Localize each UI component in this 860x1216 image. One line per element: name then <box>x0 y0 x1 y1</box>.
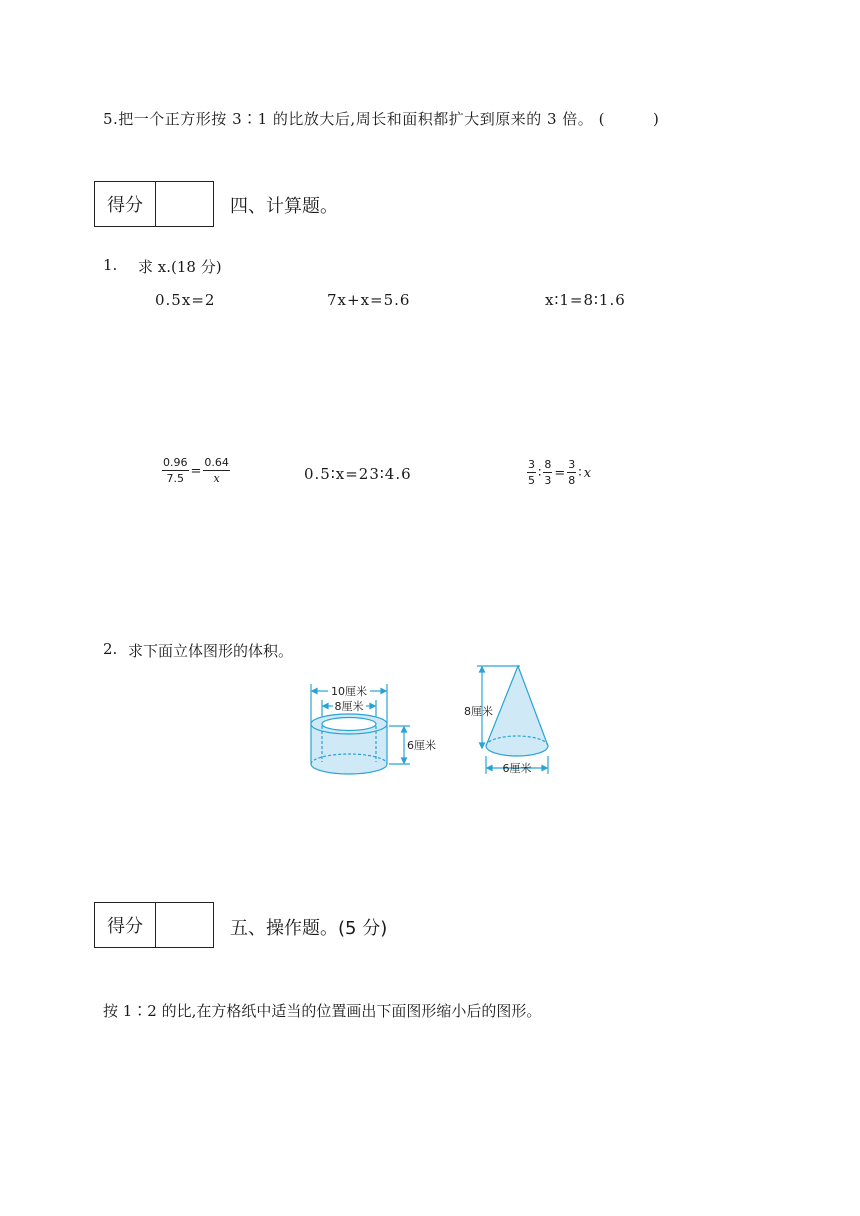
section-5-title: 五、操作题。(5 分) <box>230 918 388 939</box>
question-2-text: 求下面立体图形的体积。 <box>128 642 294 660</box>
outer-diameter-label: 10厘米 <box>331 685 367 698</box>
score-entry[interactable] <box>156 182 213 226</box>
equation-5: 0.5∶x=23∶4.6 <box>304 465 412 483</box>
score-label: 得分 <box>95 903 156 947</box>
operation-instruction: 按 1∶2 的比,在方格纸中适当的位置画出下面图形缩小后的图形。 <box>103 1002 542 1020</box>
fraction-a <box>527 459 536 487</box>
question-2-label: 2. <box>103 640 118 658</box>
score-entry[interactable] <box>156 903 213 947</box>
fraction-c <box>567 459 576 487</box>
fraction-b <box>543 459 552 487</box>
ratio-sign: ∶ <box>578 465 582 481</box>
cone-diameter-label: 6厘米 <box>502 762 532 775</box>
numerator: 8 <box>543 459 552 473</box>
variable-x: x <box>213 472 220 486</box>
cylinder-height-label: 6厘米 <box>407 739 436 752</box>
fraction-right <box>203 457 230 485</box>
numerator: 0.64 <box>203 457 230 471</box>
denominator: 7.5 <box>166 472 184 486</box>
denominator: 5 <box>528 474 535 488</box>
equals-sign: = <box>554 465 566 481</box>
judgement-question-5 <box>103 108 659 129</box>
equation-4 <box>162 457 230 485</box>
numerator: 3 <box>567 459 576 473</box>
score-box-section-5 <box>94 902 214 948</box>
equation-2: 7x+x=5.6 <box>327 291 411 309</box>
fraction-left <box>162 457 189 485</box>
equals-sign: = <box>190 463 202 479</box>
ratio-sign: ∶ <box>538 465 542 481</box>
question-1-label: 1. <box>103 256 118 274</box>
answer-paren-close: ) <box>652 110 660 128</box>
denominator: 3 <box>544 474 552 488</box>
inner-diameter-label: 8厘米 <box>334 700 364 713</box>
question-5-text: 5.把一个正方形按 3∶1 的比放大后,周长和面积都扩大到原来的 3 倍。 <box>103 110 594 128</box>
answer-paren-open: ( <box>598 110 605 128</box>
question-1-text: 求 x.(18 分) <box>138 258 222 276</box>
cone-height-label: 8厘米 <box>464 705 493 718</box>
variable-x: x <box>583 465 592 481</box>
score-label: 得分 <box>95 182 156 226</box>
equation-1: 0.5x=2 <box>155 291 216 309</box>
numerator: 3 <box>527 459 536 473</box>
equation-6 <box>527 459 591 487</box>
denominator <box>214 471 220 485</box>
cone-figure <box>460 660 560 780</box>
hollow-cylinder-figure <box>300 676 436 786</box>
section-4-title: 四、计算题。 <box>230 196 338 217</box>
numerator: 0.96 <box>162 457 189 471</box>
denominator: 8 <box>568 474 576 488</box>
equation-3: x∶1=8∶1.6 <box>545 291 626 309</box>
score-box-section-4 <box>94 181 214 227</box>
